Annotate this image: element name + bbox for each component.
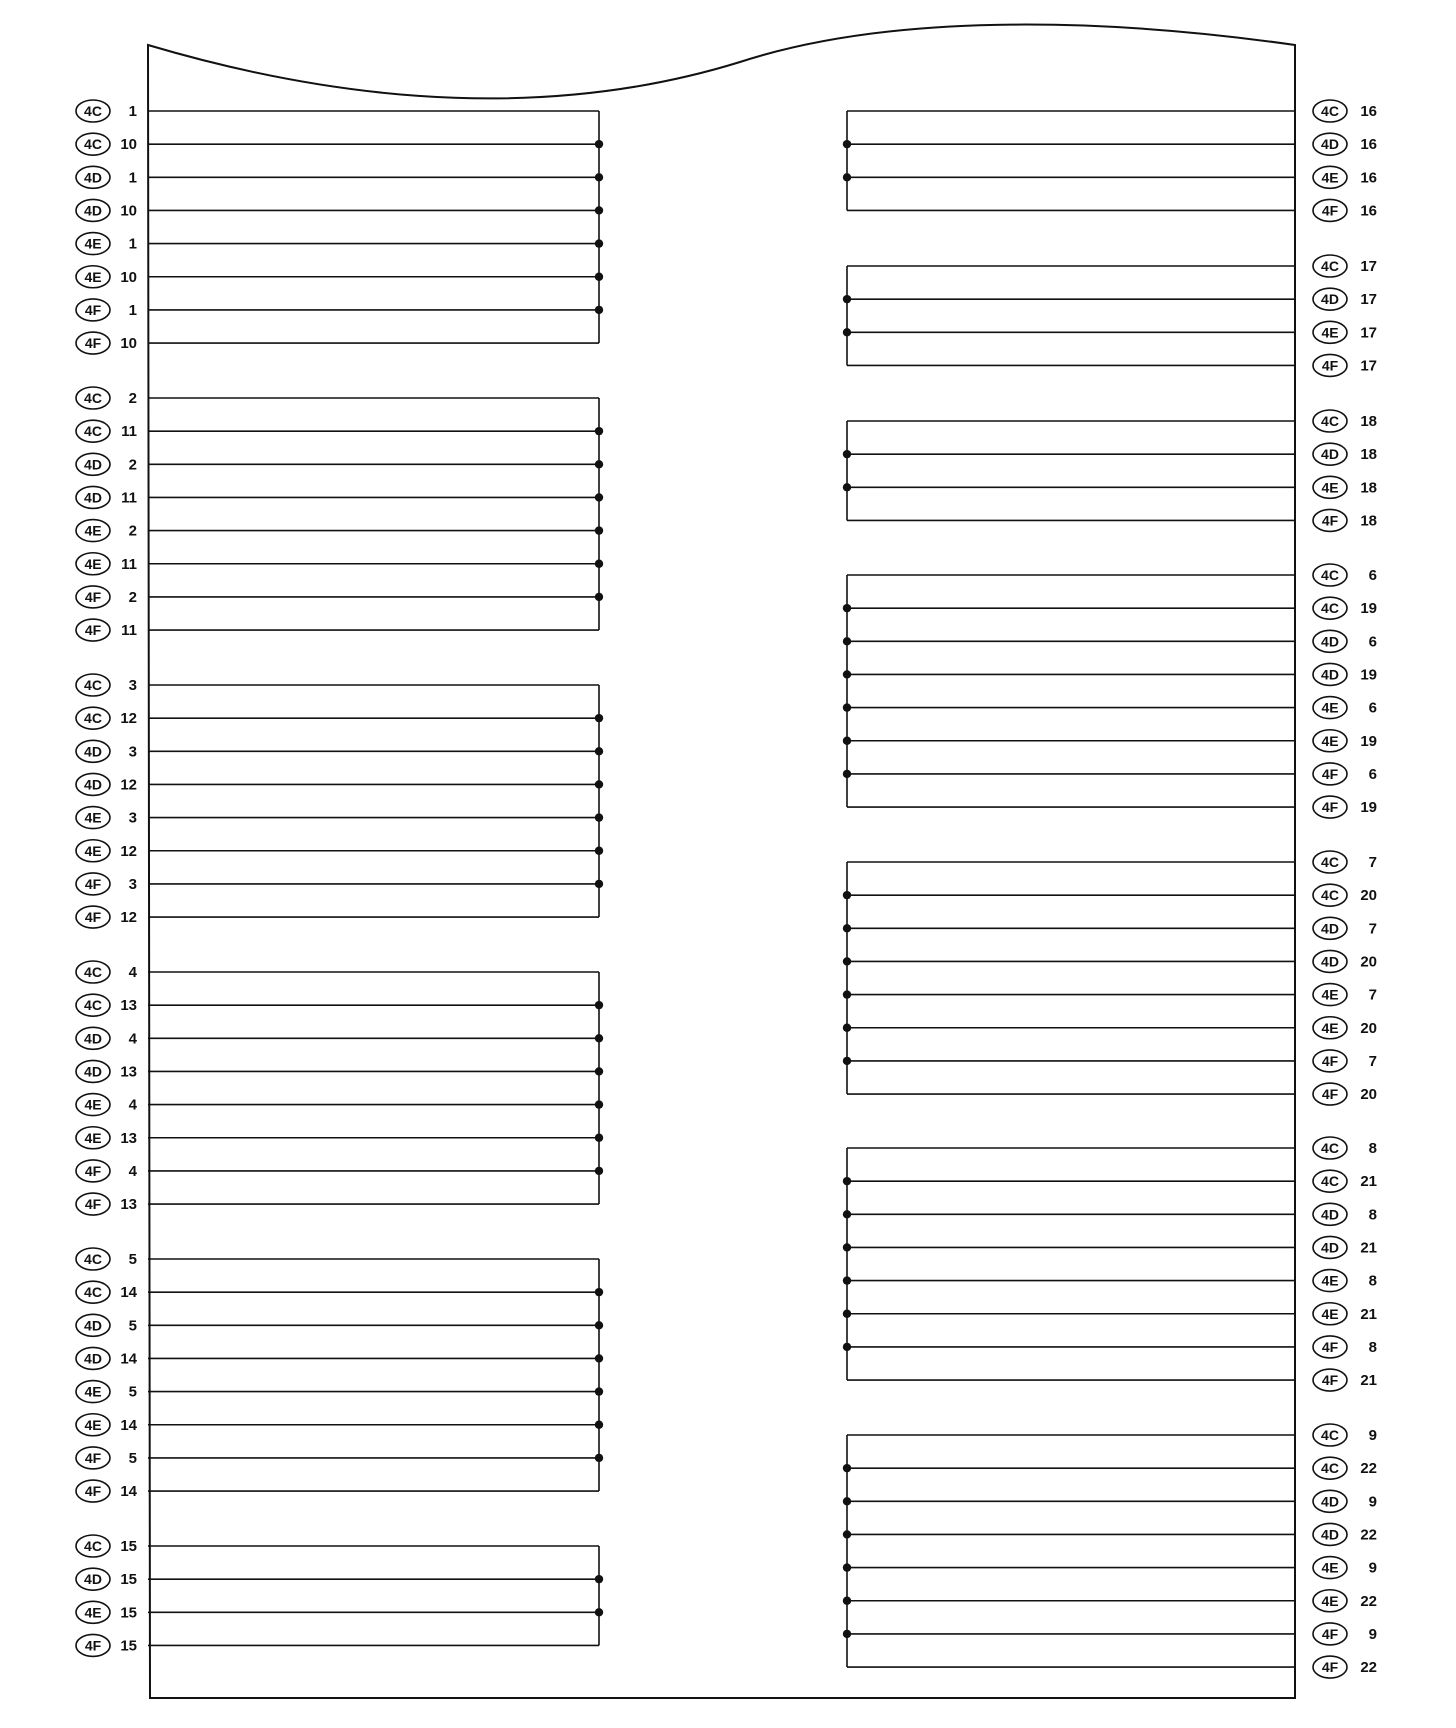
pin-number: 12 (120, 909, 137, 927)
connector-label: 4E (1321, 1592, 1339, 1609)
pin-number: 17 (1360, 324, 1377, 342)
junction-dot (595, 560, 603, 568)
connector-label: 4E (84, 235, 102, 252)
junction-dot (595, 173, 603, 181)
junction-dot (595, 1575, 603, 1583)
pin-number: 22 (1360, 1592, 1377, 1610)
junction-dot (843, 703, 851, 711)
pin-number: 11 (121, 489, 137, 507)
connector-label: 4E (84, 1416, 102, 1433)
pin-number: 22 (1360, 1526, 1377, 1544)
junction-dot (595, 880, 603, 888)
pin-number: 11 (121, 555, 137, 573)
connector-label: 4D (1321, 1526, 1339, 1543)
junction-dot (843, 295, 851, 303)
pin-number: 16 (1360, 136, 1377, 154)
junction-dot (595, 239, 603, 247)
junction-dot (843, 924, 851, 932)
junction-dot (843, 1563, 851, 1571)
junction-dot (595, 206, 603, 214)
pin-number: 7 (1368, 854, 1377, 871)
junction-dot (595, 1001, 603, 1009)
connector-label: 4F (84, 875, 102, 892)
pin-number: 16 (1360, 103, 1377, 120)
connector-label: 4F (1321, 1052, 1339, 1069)
pin-number: 17 (1360, 258, 1377, 275)
connector-label: 4C (1321, 1460, 1339, 1477)
right-wire-group (843, 1424, 1377, 1678)
pin-number: 20 (1360, 1019, 1377, 1037)
connector-label: 4F (1321, 1338, 1339, 1355)
pin-number: 14 (120, 1350, 137, 1368)
junction-dot (595, 1134, 603, 1142)
junction-dot (595, 1034, 603, 1042)
connector-label: 4D (1321, 136, 1339, 153)
junction-dot (843, 990, 851, 998)
junction-dot (843, 737, 851, 745)
pin-number: 18 (1360, 512, 1377, 530)
pin-number: 20 (1360, 953, 1377, 971)
junction-dot (843, 140, 851, 148)
connector-label: 4D (84, 489, 102, 506)
right-connector-column (843, 100, 1377, 1678)
junction-dot (843, 1530, 851, 1538)
pin-number: 5 (128, 1317, 137, 1335)
pin-number: 10 (120, 268, 137, 286)
junction-dot (595, 1421, 603, 1429)
pin-number: 19 (1360, 799, 1377, 817)
connector-label: 4F (1321, 1625, 1339, 1642)
pin-number: 13 (120, 997, 137, 1015)
connector-label: 4C (84, 1251, 102, 1267)
connector-label: 4E (84, 1096, 102, 1113)
connector-label: 4C (84, 423, 102, 440)
pin-number: 10 (120, 136, 137, 154)
pin-number: 13 (120, 1129, 137, 1147)
connector-label: 4D (84, 1063, 102, 1080)
junction-dot (595, 714, 603, 722)
right-wire-group (843, 564, 1377, 818)
pin-number: 3 (128, 743, 137, 761)
pin-number: 1 (128, 235, 137, 253)
connector-label: 4D (1321, 953, 1339, 970)
junction-dot (843, 450, 851, 458)
connector-label: 4E (84, 1604, 102, 1621)
pin-number: 19 (1360, 666, 1377, 684)
connector-label: 4D (84, 1350, 102, 1367)
connector-label: 4E (1321, 169, 1339, 186)
junction-dot (595, 593, 603, 601)
pin-number: 12 (120, 842, 137, 860)
junction-dot (595, 1608, 603, 1616)
pin-number: 17 (1360, 291, 1377, 309)
junction-dot (595, 1067, 603, 1075)
pin-number: 7 (1368, 1052, 1377, 1070)
right-wire-group (843, 1137, 1377, 1391)
junction-dot (595, 747, 603, 755)
connector-label: 4C (84, 103, 102, 119)
junction-dot (595, 460, 603, 468)
connector-label: 4D (1321, 633, 1339, 650)
junction-dot (843, 173, 851, 181)
pin-number: 16 (1360, 169, 1377, 187)
pin-number: 9 (1368, 1559, 1377, 1577)
pin-number: 1 (128, 103, 137, 120)
connector-label: 4F (84, 335, 102, 352)
pin-number: 21 (1360, 1239, 1377, 1257)
pin-number: 19 (1360, 732, 1377, 750)
connector-label: 4D (84, 776, 102, 793)
connector-label: 4E (84, 842, 102, 859)
connector-label: 4E (1321, 732, 1339, 749)
pin-number: 6 (1368, 633, 1377, 651)
junction-dot (843, 670, 851, 678)
right-wire-group (843, 255, 1377, 376)
pin-number: 12 (120, 710, 137, 728)
connector-label: 4D (84, 202, 102, 219)
junction-dot (843, 483, 851, 491)
pin-number: 6 (1368, 765, 1377, 783)
junction-dot (595, 1321, 603, 1329)
connector-label: 4C (84, 997, 102, 1014)
connector-label: 4E (1321, 986, 1339, 1003)
pin-number: 22 (1360, 1659, 1377, 1677)
junction-dot (595, 847, 603, 855)
connector-label: 4C (1321, 1140, 1339, 1156)
junction-dot (595, 1288, 603, 1296)
left-wire-group (76, 387, 603, 641)
pin-number: 15 (120, 1571, 137, 1589)
pin-number: 2 (128, 456, 137, 474)
pin-number: 8 (1368, 1338, 1377, 1356)
connector-label: 4C (84, 964, 102, 980)
right-wire-group (843, 851, 1377, 1105)
pin-number: 20 (1360, 887, 1377, 905)
connector-label: 4F (1321, 512, 1339, 529)
right-wire-group (843, 410, 1377, 531)
junction-dot (843, 1024, 851, 1032)
pin-number: 3 (128, 875, 137, 893)
pin-number: 4 (128, 1096, 137, 1114)
junction-dot (595, 1454, 603, 1462)
connector-label: 4E (1321, 1272, 1339, 1289)
connector-label: 4C (1321, 1427, 1339, 1443)
junction-dot (843, 957, 851, 965)
pin-number: 12 (120, 776, 137, 794)
connector-label: 4C (1321, 258, 1339, 274)
pin-number: 18 (1360, 413, 1377, 430)
connector-label: 4D (1321, 666, 1339, 683)
connector-label: 4E (84, 268, 102, 285)
pin-number: 17 (1360, 357, 1377, 375)
junction-dot (843, 1177, 851, 1185)
junction-dot (843, 1630, 851, 1638)
connector-label: 4C (1321, 854, 1339, 870)
connector-label: 4D (1321, 446, 1339, 463)
connector-label: 4C (84, 677, 102, 693)
connector-label: 4F (1321, 202, 1339, 219)
left-wire-group (76, 674, 603, 928)
pin-number: 7 (1368, 920, 1377, 938)
pin-number: 16 (1360, 202, 1377, 220)
right-wire-group (843, 100, 1377, 221)
pin-number: 18 (1360, 479, 1377, 497)
junction-dot (843, 328, 851, 336)
pin-number: 1 (128, 301, 137, 319)
pin-number: 5 (128, 1449, 137, 1467)
junction-dot (595, 1167, 603, 1175)
junction-dot (595, 1100, 603, 1108)
connector-label: 4D (1321, 1206, 1339, 1223)
junction-dot (843, 1343, 851, 1351)
pin-number: 2 (128, 588, 137, 606)
junction-dot (843, 1276, 851, 1284)
pin-number: 14 (120, 1284, 137, 1302)
connector-label: 4D (1321, 920, 1339, 937)
connector-label: 4D (84, 1317, 102, 1334)
connector-label: 4D (1321, 291, 1339, 308)
connector-label: 4C (1321, 567, 1339, 583)
connector-label: 4E (1321, 1559, 1339, 1576)
junction-dot (843, 891, 851, 899)
connector-label: 4D (1321, 1239, 1339, 1256)
pin-number: 3 (128, 809, 137, 827)
pin-number: 3 (128, 677, 137, 694)
junction-dot (595, 1387, 603, 1395)
pin-number: 11 (121, 423, 137, 441)
connector-label: 4E (1321, 699, 1339, 716)
connector-label: 4F (1321, 1659, 1339, 1676)
pin-number: 9 (1368, 1625, 1377, 1643)
pin-number: 14 (120, 1483, 137, 1501)
connector-label: 4D (84, 1030, 102, 1047)
pin-number: 18 (1360, 446, 1377, 464)
junction-dot (595, 780, 603, 788)
connector-label: 4D (84, 169, 102, 186)
connector-label: 4F (1321, 1372, 1339, 1389)
connector-label: 4F (84, 1483, 102, 1500)
connector-label: 4D (1321, 1493, 1339, 1510)
pin-number: 2 (128, 390, 137, 407)
left-connector-column (76, 100, 603, 1656)
left-wire-group (76, 961, 603, 1215)
connector-label: 4E (84, 555, 102, 572)
left-wire-group (76, 1248, 603, 1502)
pin-number: 6 (1368, 567, 1377, 584)
connector-label: 4C (84, 390, 102, 406)
connector-label: 4E (84, 1383, 102, 1400)
junction-dot (595, 273, 603, 281)
left-wire-group (76, 1535, 603, 1656)
junction-dot (843, 1210, 851, 1218)
connector-label: 4D (84, 1571, 102, 1588)
junction-dot (843, 604, 851, 612)
pin-number: 4 (128, 1030, 137, 1048)
pin-number: 1 (128, 169, 137, 187)
junction-dot (595, 493, 603, 501)
pin-number: 9 (1368, 1493, 1377, 1511)
connector-label: 4C (1321, 887, 1339, 904)
pin-number: 21 (1360, 1173, 1377, 1191)
junction-dot (843, 1497, 851, 1505)
connector-label: 4C (84, 1538, 102, 1554)
connector-label: 4E (1321, 324, 1339, 341)
pin-number: 6 (1368, 699, 1377, 717)
junction-dot (595, 526, 603, 534)
connector-label: 4F (84, 909, 102, 926)
pin-number: 21 (1360, 1305, 1377, 1323)
pin-number: 19 (1360, 600, 1377, 618)
junction-dot (843, 1057, 851, 1065)
junction-dot (843, 637, 851, 645)
junction-dot (843, 1597, 851, 1605)
pin-number: 4 (128, 964, 137, 981)
connector-label: 4E (84, 809, 102, 826)
pin-number: 5 (128, 1383, 137, 1401)
pin-number: 5 (128, 1251, 137, 1268)
junction-dot (595, 306, 603, 314)
connector-label: 4D (84, 743, 102, 760)
connector-label: 4E (1321, 1305, 1339, 1322)
pin-number: 20 (1360, 1086, 1377, 1104)
connector-label: 4F (84, 301, 102, 318)
connector-label: 4E (84, 522, 102, 539)
connector-label: 4C (1321, 103, 1339, 119)
pin-number: 10 (120, 335, 137, 353)
connector-label: 4F (1321, 799, 1339, 816)
junction-dot (595, 140, 603, 148)
junction-dot (595, 813, 603, 821)
pin-number: 11 (121, 622, 137, 640)
pin-number: 21 (1360, 1372, 1377, 1390)
pin-number: 8 (1368, 1206, 1377, 1224)
pin-number: 15 (120, 1637, 137, 1655)
connector-label: 4C (84, 136, 102, 153)
connector-label: 4C (1321, 600, 1339, 617)
junction-dot (843, 1243, 851, 1251)
connector-label: 4F (84, 622, 102, 639)
junction-dot (843, 1464, 851, 1472)
connector-label: 4E (84, 1129, 102, 1146)
pin-number: 13 (120, 1063, 137, 1081)
pin-number: 8 (1368, 1272, 1377, 1290)
junction-dot (595, 1354, 603, 1362)
connector-label: 4F (1321, 1086, 1339, 1103)
connector-label: 4E (1321, 1019, 1339, 1036)
connector-label: 4F (1321, 765, 1339, 782)
connector-label: 4F (1321, 357, 1339, 374)
connector-label: 4F (84, 1449, 102, 1466)
junction-dot (843, 770, 851, 778)
connector-label: 4F (84, 1196, 102, 1213)
pin-number: 8 (1368, 1140, 1377, 1157)
pin-number: 22 (1360, 1460, 1377, 1478)
connector-label: 4C (84, 710, 102, 727)
connector-label: 4C (84, 1284, 102, 1301)
pin-number: 13 (120, 1196, 137, 1214)
connector-label: 4C (1321, 1173, 1339, 1190)
pin-number: 4 (128, 1162, 137, 1180)
pin-number: 15 (120, 1604, 137, 1622)
pin-number: 15 (120, 1538, 137, 1555)
left-wire-group (76, 100, 603, 354)
connector-label: 4D (84, 456, 102, 473)
connector-label: 4E (1321, 479, 1339, 496)
pin-number: 7 (1368, 986, 1377, 1004)
connector-label: 4F (84, 1162, 102, 1179)
connector-label: 4C (1321, 413, 1339, 429)
pin-number: 2 (128, 522, 137, 540)
connector-label: 4F (84, 1637, 102, 1654)
junction-dot (595, 427, 603, 435)
junction-dot (843, 1310, 851, 1318)
pin-number: 9 (1368, 1427, 1377, 1444)
pin-number: 14 (120, 1416, 137, 1434)
connector-label: 4F (84, 588, 102, 605)
pin-number: 10 (120, 202, 137, 220)
